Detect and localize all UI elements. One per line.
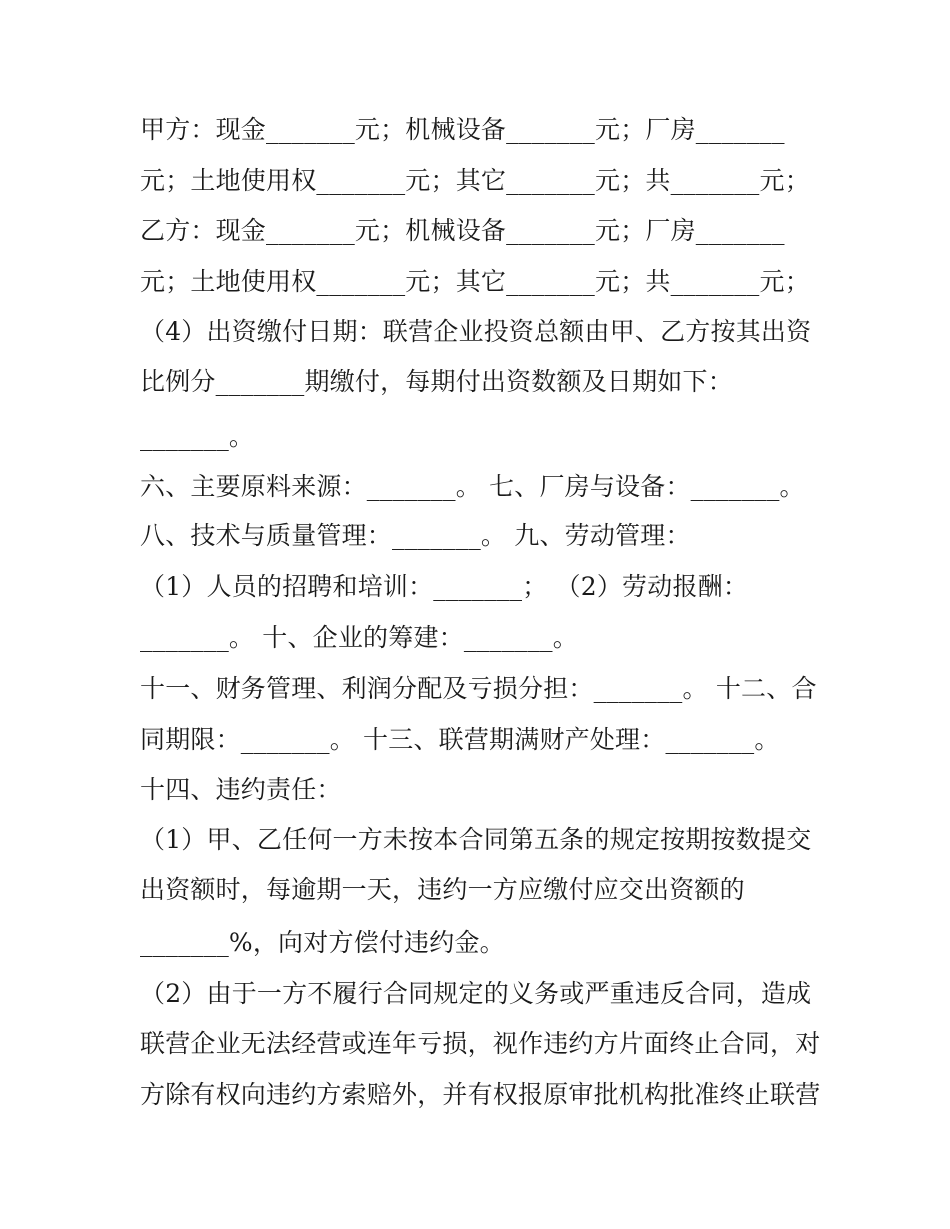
text-line-breach-2b: 联营企业无法经营或连年亏损，视作违约方片面终止合同，对 xyxy=(140,1029,821,1058)
text-line-breach-2a: （2）由于一方不履行合同规定的义务或严重违反合同，造成 xyxy=(140,979,812,1008)
text-line-payment-date-3: _______。 xyxy=(140,422,255,451)
text-line-payment-date-1: （4）出资缴付日期：联营企业投资总额由甲、乙方按其出资 xyxy=(140,317,812,346)
text-line-section-13: 同期限：_______。 十三、联营期满财产处理：_______。 xyxy=(140,725,780,754)
text-line-labor-management: （1）人员的招聘和培训：_______； （2）劳动报酬： xyxy=(140,572,749,601)
text-line-party-a-contribution-2: 元；土地使用权_______元；其它_______元；共_______元； xyxy=(140,166,810,195)
text-line-sections-11-12: 十一、财务管理、利润分配及亏损分担：_______。 十二、合 xyxy=(140,674,817,703)
text-line-breach-1c: _______%，向对方偿付违约金。 xyxy=(140,928,505,957)
text-line-breach-1a: （1）甲、乙任何一方未按本合同第五条的规定按期按数提交 xyxy=(140,825,812,854)
text-line-section-10: _______。 十、企业的筹建：_______。 xyxy=(140,623,578,652)
text-line-party-a-contribution-1: 甲方：现金_______元；机械设备_______元；厂房_______ xyxy=(140,115,785,144)
text-line-party-b-contribution-1: 乙方：现金_______元；机械设备_______元；厂房_______ xyxy=(140,216,785,245)
text-line-sections-6-7: 六、主要原料来源：_______。 七、厂房与设备：_______。 xyxy=(140,472,805,501)
text-line-party-b-contribution-2: 元；土地使用权_______元；其它_______元；共_______元； xyxy=(140,267,810,296)
text-line-section-14-heading: 十四、违约责任： xyxy=(140,775,342,804)
text-line-breach-2c: 方除有权向违约方索赔外，并有权报原审批机构批准终止联营 xyxy=(140,1080,821,1109)
text-line-sections-8-9: 八、技术与质量管理：_______。 九、劳动管理： xyxy=(140,521,691,550)
text-line-payment-date-2: 比例分_______期缴付，每期付出资数额及日期如下： xyxy=(140,367,733,396)
text-line-breach-1b: 出资额时，每逾期一天，违约一方应缴付应交出资额的 xyxy=(140,875,745,904)
